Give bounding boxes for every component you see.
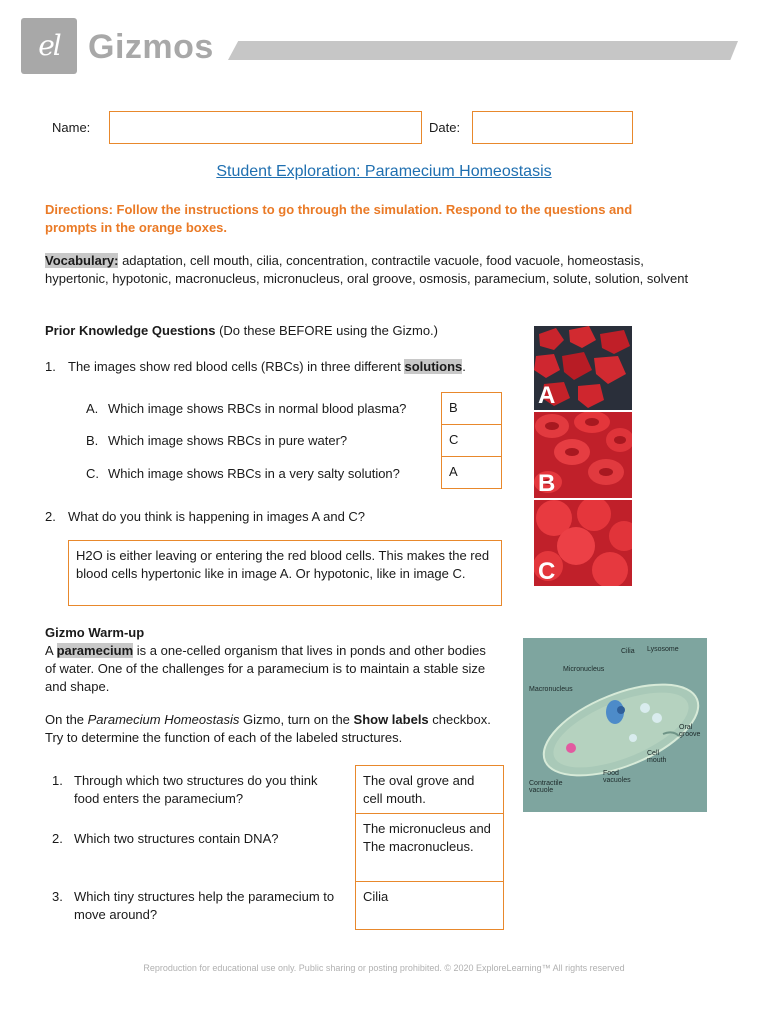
answer-c-box[interactable]: A (441, 456, 502, 489)
header-bar (228, 41, 738, 60)
answer-a-box[interactable]: B (441, 392, 502, 425)
label-cilia: Cilia (621, 648, 635, 655)
subquestion-a-letter: A. (86, 401, 99, 416)
directions-text: Directions: Follow the instructions to go through the simulation. Respond to the questions and prompts in the orange boxes. (45, 202, 633, 235)
name-label: Name: (52, 120, 91, 135)
rbc-label-c: C (538, 558, 556, 585)
warmup-answer-1-box[interactable]: The oval grove and cell mouth. (355, 765, 504, 814)
rbc-image-c (534, 500, 632, 586)
q1-text: The images show red blood cells (RBCs) in three different (68, 359, 405, 374)
q1-period: . (462, 359, 466, 374)
subquestion-b-letter: B. (86, 433, 99, 448)
p2-a: On the (45, 712, 88, 727)
question-1-text (68, 358, 466, 376)
warmup-heading: Gizmo Warm-up (45, 625, 145, 640)
prior-heading-note: (Do these BEFORE using the Gizmo.) (215, 323, 438, 338)
page-title: Student Exploration: Paramecium Homeostasis (216, 163, 552, 180)
warmup-q3-number: 3. (52, 889, 63, 904)
subquestion-b-text: Which image shows RBCs in pure water? (108, 433, 348, 448)
warmup-paragraph-1 (45, 642, 500, 696)
answer-b-box[interactable]: C (441, 424, 502, 457)
warmup-q1-text: Through which two structures do you think food enters the paramecium? (74, 773, 318, 806)
q1-highlight: solutions (404, 359, 463, 374)
date-label: Date: (429, 120, 461, 135)
warmup-q2-text: Which two structures contain DNA? (74, 831, 279, 846)
vocabulary-paragraph (45, 252, 695, 288)
prior-heading-bold: Prior Knowledge Questions (45, 323, 216, 338)
date-field[interactable] (472, 111, 633, 144)
label-macronucleus: Macronucleus (529, 686, 573, 693)
footer-copyright: Reproduction for educational use only. Public sharing or posting prohibited. © 2020 ExploreLearning™ All rights reserved (143, 963, 625, 973)
name-field[interactable] (109, 111, 422, 144)
paramecium-diagram (523, 638, 707, 812)
p2-em: Paramecium Homeostasis (87, 712, 240, 727)
warmup-q3-text: Which tiny structures help the paramecium to move around? (74, 889, 335, 922)
rbc-label-a: A (538, 382, 556, 409)
question-2-text: What do you think is happening in images A and C? (68, 509, 366, 524)
question-1-number: 1. (45, 359, 56, 374)
subquestion-c-letter: C. (86, 466, 99, 481)
p1-a: A (45, 643, 57, 658)
label-lysosome: Lysosome (647, 646, 679, 653)
warmup-answer-3-box[interactable]: Cilia (355, 881, 504, 930)
rbc-label-b: B (538, 470, 556, 497)
label-oral-groove: Oral groove (679, 724, 701, 738)
subquestion-a-text: Which image shows RBCs in normal blood plasma? (108, 401, 407, 416)
p2-b: Gizmo, turn on the (239, 712, 354, 727)
question-2-number: 2. (45, 509, 56, 524)
p2-c: checkbox. Try to determine the function of each of the labeled structures. (45, 712, 491, 745)
label-cell-mouth: Cell mouth (647, 750, 667, 764)
rbc-image-a (534, 326, 632, 410)
p1-highlight: paramecium (56, 643, 134, 658)
vocabulary-terms: adaptation, cell mouth, cilia, concentration, contractile vacuole, food vacuole, homeostasis, hypertonic, hypotonic, macronucleus, micronucleus, oral groove, osmosis, paramecium, solute, solution, solvent (45, 253, 689, 286)
label-contractile-vacuole: Contractile vacuole (529, 780, 563, 794)
explorelearning-logo: el (38, 29, 60, 62)
label-micronucleus: Micronucleus (563, 666, 605, 673)
rbc-image-b (534, 412, 632, 498)
warmup-q2-number: 2. (52, 831, 63, 846)
warmup-paragraph-2 (45, 711, 505, 747)
brand-name: Gizmos (88, 28, 214, 66)
p1-b: is a one-celled organism that lives in ponds and other bodies of water. One of the challenges for a paramecium is to maintain a stable size and shape. (45, 643, 486, 694)
prior-knowledge-heading (45, 322, 438, 340)
p2-strong: Show labels (353, 712, 429, 727)
question-2-answer-box[interactable]: H2O is either leaving or entering the red blood cells. This makes the red blood cells hypertonic like in image A. Or hypotonic, like in image C. (68, 540, 502, 606)
warmup-q1-number: 1. (52, 773, 63, 788)
label-food-vacuoles: Food vacuoles (603, 770, 631, 784)
subquestion-c-text: Which image shows RBCs in a very salty solution? (108, 466, 400, 481)
warmup-answer-2-box[interactable]: The micronucleus and The macronucleus. (355, 813, 504, 882)
vocabulary-label: Vocabulary: (45, 253, 119, 268)
